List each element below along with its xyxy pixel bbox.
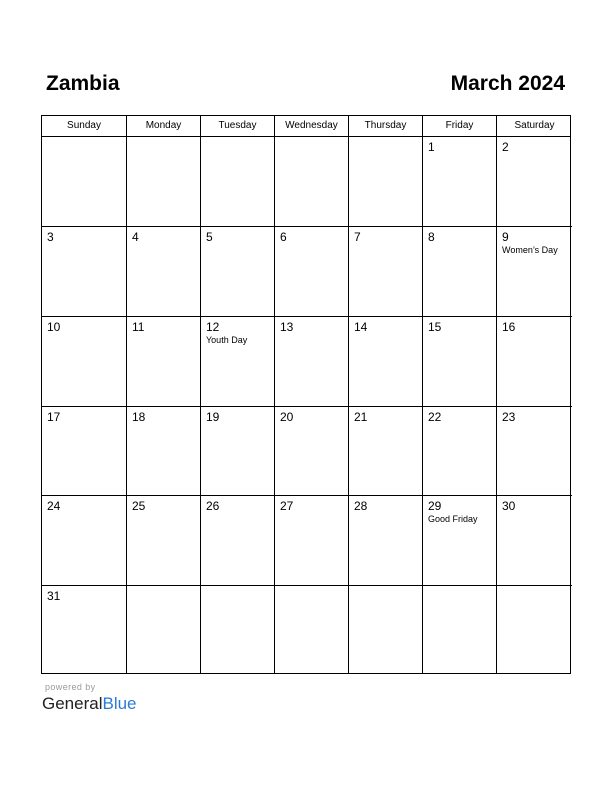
day-cell	[423, 586, 497, 674]
day-cell	[497, 586, 572, 674]
day-cell	[201, 496, 275, 586]
day-number: 20	[280, 410, 294, 424]
holiday-label: Good Friday	[428, 514, 478, 524]
day-cell	[497, 407, 572, 496]
weekday-header: Wednesday	[275, 116, 349, 136]
day-cell	[42, 407, 127, 496]
day-number: 15	[428, 320, 442, 334]
country-title: Zambia	[46, 72, 120, 95]
day-number: 8	[428, 230, 435, 244]
day-cell	[423, 407, 497, 496]
day-cell	[349, 407, 423, 496]
day-number: 21	[354, 410, 368, 424]
brand-general-text: General	[42, 694, 103, 713]
day-cell	[275, 227, 349, 317]
weekday-header: Thursday	[349, 116, 423, 136]
day-number: 10	[47, 320, 61, 334]
day-cell	[201, 137, 275, 227]
day-number: 31	[47, 589, 61, 603]
day-cell	[127, 496, 201, 586]
day-number: 4	[132, 230, 139, 244]
day-number: 13	[280, 320, 294, 334]
day-cell	[127, 586, 201, 674]
day-cell	[42, 586, 127, 674]
day-cell	[42, 317, 127, 407]
day-cell	[201, 407, 275, 496]
powered-by-label: powered by	[45, 682, 96, 692]
day-cell	[423, 227, 497, 317]
day-cell	[349, 317, 423, 407]
day-number: 23	[502, 410, 516, 424]
day-number: 29	[428, 499, 442, 513]
day-cell	[497, 137, 572, 227]
day-number: 1	[428, 140, 435, 154]
weekday-header: Friday	[423, 116, 497, 136]
day-number: 27	[280, 499, 294, 513]
day-cell	[275, 586, 349, 674]
day-number: 30	[502, 499, 516, 513]
day-number: 14	[354, 320, 368, 334]
day-cell	[497, 496, 572, 586]
day-number: 22	[428, 410, 442, 424]
day-number: 28	[354, 499, 368, 513]
day-cell	[497, 317, 572, 407]
day-cell	[497, 227, 572, 317]
holiday-label: Women’s Day	[502, 245, 558, 255]
day-cell	[423, 496, 497, 586]
month-year-title: March 2024	[450, 72, 565, 95]
generalblue-logo[interactable]	[42, 694, 137, 714]
day-number: 25	[132, 499, 146, 513]
day-number: 9	[502, 230, 509, 244]
day-number: 7	[354, 230, 361, 244]
day-cell	[349, 586, 423, 674]
weekday-header-row	[42, 116, 570, 137]
calendar-grid	[41, 115, 571, 674]
day-cell	[349, 137, 423, 227]
day-cell	[127, 227, 201, 317]
weekday-header: Saturday	[514, 120, 555, 131]
weekday-header: Tuesday	[201, 116, 275, 136]
holiday-label: Youth Day	[206, 335, 248, 345]
day-cell	[423, 317, 497, 407]
day-cell	[201, 317, 275, 407]
day-cell	[201, 586, 275, 674]
day-cell	[127, 317, 201, 407]
day-cell	[275, 407, 349, 496]
weekday-header: Monday	[127, 116, 201, 136]
day-cell	[423, 137, 497, 227]
day-number: 6	[280, 230, 287, 244]
day-number: 18	[132, 410, 146, 424]
day-number: 16	[502, 320, 516, 334]
day-number: 2	[502, 140, 509, 154]
day-number: 11	[132, 320, 145, 334]
day-cell	[275, 496, 349, 586]
day-cell	[349, 496, 423, 586]
day-cell	[127, 407, 201, 496]
day-number: 19	[206, 410, 220, 424]
day-cell	[42, 227, 127, 317]
day-number: 17	[47, 410, 61, 424]
day-cell	[349, 227, 423, 317]
day-number: 3	[47, 230, 54, 244]
weekday-header: Sunday	[42, 116, 127, 136]
day-number: 24	[47, 499, 61, 513]
day-number: 26	[206, 499, 220, 513]
day-number: 5	[206, 230, 213, 244]
day-cell	[127, 137, 201, 227]
day-number: 12	[206, 320, 220, 334]
day-cell	[201, 227, 275, 317]
brand-blue-text: Blue	[102, 694, 137, 713]
day-cell	[42, 496, 127, 586]
day-cell	[42, 137, 127, 227]
day-cell	[275, 137, 349, 227]
day-cell	[275, 317, 349, 407]
calendar-body	[42, 137, 570, 674]
